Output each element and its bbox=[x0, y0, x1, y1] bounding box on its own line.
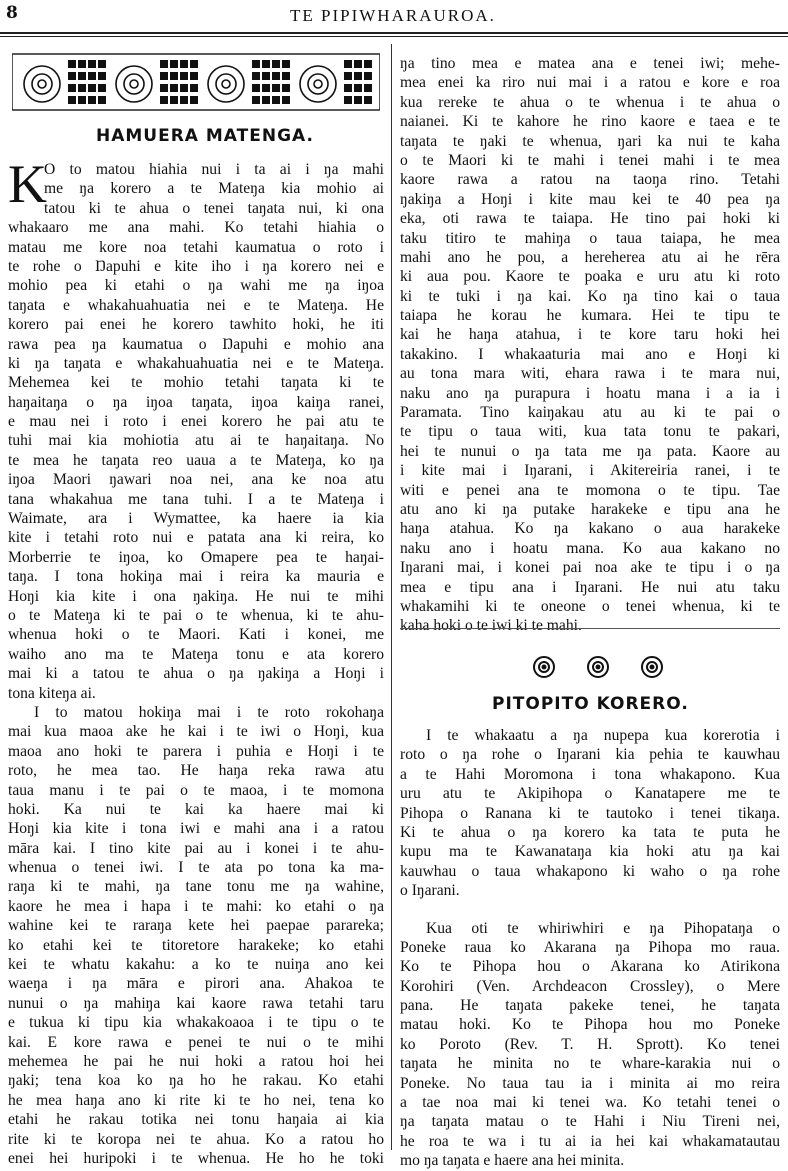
text-line: mo ŋa taŋata e haere ana hei minita. bbox=[400, 1152, 625, 1170]
text-line: raŋa ki te mahi, ŋa tane tonu me ŋa wahine, bbox=[8, 878, 384, 896]
drop-cap: K bbox=[8, 154, 47, 214]
header-rule bbox=[0, 32, 788, 34]
column-divider bbox=[391, 44, 392, 1150]
text-line: whenua hoki o te Maori. Kati i konei, me bbox=[8, 626, 384, 644]
text-line: Waimate, ara i Wymattee, ka haere ia kia bbox=[8, 510, 384, 528]
news-item-2 bbox=[400, 919, 780, 1171]
text-line: māra kai. I tino kite pai au i konei i te ahu- bbox=[8, 839, 384, 857]
paragraph-gap bbox=[400, 901, 780, 919]
text-line: witi e penei ana te momona o te tipu. Tae bbox=[400, 481, 780, 499]
continued-paragraph bbox=[400, 54, 780, 636]
text-line: kaore he mea i hapa i te mahi: ko etahi o ŋa bbox=[8, 897, 384, 915]
text-line: ko etahi kei te titoretore harakeke; ko etahi bbox=[8, 936, 384, 954]
text-line: mea enei ka riro nui mai i a ratou e kore e roa bbox=[400, 74, 780, 92]
text-line: eka, oti rawa te taiapa. He tino pai hoki ki bbox=[400, 210, 780, 228]
text-line: takakino. I whakaaturia mai ano e Hoŋi ki bbox=[400, 345, 780, 363]
ornament-banner bbox=[12, 52, 380, 112]
right-column-bottom bbox=[400, 726, 780, 1171]
text-line: waeŋa i ŋa māra e pirori ana. Ahakoa te bbox=[8, 975, 384, 993]
text-line: korero pai enei he korero tawhito hoki, he iti bbox=[8, 316, 384, 334]
text-line: ki te tuki i ŋa kai. Ko ŋa tino kai o taua bbox=[400, 287, 780, 305]
text-line: kei te whatu kakahu: a ko te nuiŋa ano kei bbox=[8, 956, 384, 974]
text-line: Iŋarani mai, i konei pai noa ake te tipu i o ŋa bbox=[400, 559, 780, 577]
text-line: o te Maori ki te mahi i tenei mahi i te mea bbox=[400, 151, 780, 169]
text-line: kaha hoki o te iwi ki te mahi. bbox=[400, 617, 582, 635]
text-line: etahi he rakau totika nei tonu haŋaia ai kia bbox=[8, 1111, 384, 1129]
flower-ornament-icon bbox=[528, 654, 668, 680]
text-line: taŋata e whakahuahuatia nei e te Mateŋa. He bbox=[8, 296, 384, 314]
text-line: kaore rawa a ratou na taoŋa rino. Tetahi bbox=[400, 171, 780, 189]
text-line: naianei. Ki te kahore he rino kaore e taea e te bbox=[400, 113, 780, 131]
text-line: taŋa. I tona hokiŋa mai i reira ka mauria e bbox=[8, 568, 384, 586]
text-line: kai. E kore rawa e penei te nui o te mihi bbox=[8, 1033, 384, 1051]
text-line: te mea he taŋata reo uaua a te Mateŋa, ko ŋa bbox=[8, 451, 384, 469]
text-line: o te Mateŋa ki te pai o te whenua, ki te ahu- bbox=[8, 607, 384, 624]
paragraph-1 bbox=[8, 199, 384, 703]
right-column-top bbox=[400, 54, 780, 636]
text-line: enei hei huripoki i te whenua. He ho he toki bbox=[8, 1149, 384, 1167]
text-line: tona kiteŋa ai. bbox=[8, 684, 96, 702]
text-line: Poneke. No taua tau ia i minita ai mo reira bbox=[400, 1074, 780, 1092]
text-line: Ki te ahua o ŋa korero ka tata te puta he bbox=[400, 823, 780, 841]
article-title-hamuera: HAMUERA MATENGA. bbox=[96, 126, 314, 146]
text-line: Kua oti te whiriwhiri e ŋa Pihopataŋa o bbox=[426, 919, 780, 937]
paragraph-2 bbox=[8, 703, 384, 1168]
text-line: haŋa atahua. Ko ŋa kakano o aua harakeke bbox=[400, 520, 780, 538]
text-line: Korohiri (Ven. Archdeacon Crossley), o Mere bbox=[400, 977, 780, 995]
text-line: whakamihi ki te oneone o tenei whenua, ki te bbox=[400, 597, 780, 615]
text-line: tana whakahua me tana tuhi. I a te Mateŋa i bbox=[8, 490, 384, 508]
text-line: taŋata te ŋaki te whenua, ŋari ka nui te kaha bbox=[400, 132, 780, 150]
article-title-pitopito: PITOPITO KORERO. bbox=[492, 694, 689, 714]
text-line: Hoŋi kia kite i tona iwi e mahi ana i a ratou bbox=[8, 820, 384, 838]
text-line: naku ano ŋa purapura i hoatu mana i a ia i bbox=[400, 384, 780, 402]
text-line: I te whakaatu a ŋa nupepa kua korerotia i bbox=[426, 727, 780, 744]
text-line: iŋoa Maori ŋawari noa nei, ana ke noa atu bbox=[8, 471, 384, 489]
text-line: Hoŋi kia kite i ona ŋakiŋa. He nui te mihi bbox=[8, 587, 384, 605]
text-line: e mau nei i roto i enei korero he pai atu te bbox=[8, 413, 384, 431]
text-line: roto o ŋa rohe o Iŋarani kia pehia te kauwhau bbox=[400, 746, 780, 764]
section-rule bbox=[400, 628, 780, 629]
text-line: ŋakiŋa a Hoŋi i kite mau kei te 40 pea ŋa bbox=[400, 190, 780, 208]
text-line: a te Hahi Moromona i tona whakapono. Kua bbox=[400, 765, 780, 783]
text-line: mohio pea ki etahi o ŋa wahi me ŋa iŋoa bbox=[8, 277, 384, 295]
text-line: hoki. Ka nui te kai ka haere mai ki bbox=[8, 800, 384, 818]
text-line: te rohe o Ŋapuhi e kite iho i ŋa korero nei e bbox=[8, 257, 384, 275]
text-line: taua manu i te pai o te maoa, i te momona bbox=[8, 781, 384, 799]
text-line: tuhi mai kia mohiotia atu ai te haŋaitaŋa. No bbox=[8, 432, 384, 450]
text-line: kua rereke te ahua o te whenua i te ahua o bbox=[400, 93, 780, 111]
text-line: I to matou hokiŋa mai i te roto rokohaŋa bbox=[34, 703, 384, 721]
left-column bbox=[8, 154, 384, 1168]
text-line: ŋaki; tena koa ko ŋa ho he rakau. Ko etahi bbox=[8, 1072, 384, 1090]
text-line: wahine kei te raraŋa kete hei paepae parareka; bbox=[8, 917, 384, 935]
text-line: ki aua pou. Kaore te poaka e uru atu ki roto bbox=[400, 268, 780, 286]
text-line: O to matou hiahia nui i ta ai i ŋa mahi bbox=[44, 161, 384, 178]
text-line: ki ŋa taŋata e whakahuahuatia nei e te Mateŋa. bbox=[8, 354, 384, 372]
text-line: atu ano ki ŋa putake harakeke e tipu ana he bbox=[400, 500, 780, 518]
header-rule-thin bbox=[0, 36, 788, 37]
text-line: he mea haŋa ano ki rite ki te ho nei, tena ko bbox=[8, 1091, 384, 1109]
text-line: Morberrie te iŋoa, ko Omapere pea te haŋai- bbox=[8, 548, 384, 566]
text-line: rite ki te koropa nei te ahua. Ko a ratou ho bbox=[8, 1130, 384, 1148]
text-line: nunui o ŋa mahiŋa kai kaore rawa tetahi taru bbox=[8, 994, 384, 1012]
text-line: he roa te wa i tu ai ia hei kai whakamatautau bbox=[400, 1132, 780, 1150]
text-line: e tukua ki tipu kia whakakoaoa i te tipu o te bbox=[8, 1014, 384, 1032]
text-line: kauwhau o taua whakapono ki waho o ŋa rohe bbox=[400, 862, 780, 880]
text-line: i kite mai i Iŋarani, i Akitereiria ranei, i te bbox=[400, 462, 780, 480]
page-header bbox=[0, 0, 788, 34]
text-line: roto, he mea tao. He haŋa reka rawa atu bbox=[8, 762, 384, 780]
text-line: a tae noa mai ki tenei wa. Ko tetahi tenei o bbox=[400, 1094, 780, 1112]
text-line: mai ki a tatou te ahua o ŋa ŋakiŋa a Hoŋi i bbox=[8, 665, 384, 683]
text-line: au tona mara witi, ehara rawa i te mara nui, bbox=[400, 365, 780, 383]
running-title: TE PIPIWHARAUROA. bbox=[290, 6, 496, 25]
text-line: haŋaitaŋa o ŋa iŋoa taŋata, iŋoa kaiŋa ranei, bbox=[8, 393, 384, 411]
text-line: te tipu o taua witi, kua tata tonu te pakari, bbox=[400, 423, 780, 441]
text-line: waiho ano ma te Mateŋa tonu e ata korero bbox=[8, 645, 384, 663]
text-line: pana. He taŋata pakeke tenei, he taŋata bbox=[400, 997, 780, 1015]
text-line: taŋata he minita no te whare-karakia nui o bbox=[400, 1055, 780, 1073]
text-line: taiapa he korau he kumara. Hei te tipu te bbox=[400, 307, 780, 325]
text-line: tatou ki te ahua o tenei taŋata nui, ki ona bbox=[44, 199, 384, 217]
text-line: ŋa tino mea e matea ana e tenei iwi; mehe- bbox=[400, 55, 780, 72]
text-line: mahi ano he pou, a hereherea atu ai he rēra bbox=[400, 248, 780, 266]
text-line: o Iŋarani. bbox=[400, 882, 460, 900]
text-line: kupu ma te Kawanataŋa kia hoki atu ŋa kai bbox=[400, 843, 780, 861]
text-line: mehemea he pai he nui hoki a ratou hoi hei bbox=[8, 1052, 384, 1070]
news-item-1 bbox=[400, 726, 780, 901]
text-line: hei te nunui o ŋa tata me ŋa pata. Kaore au bbox=[400, 442, 780, 460]
text-line: whakaaro me ana mahi. Ko tetahi hiahia o bbox=[8, 219, 384, 237]
text-line: uru atu te Akipihopa o Kanatapere me te bbox=[400, 785, 780, 803]
text-line: rawa pea ŋa kaumatua o Ŋapuhi e mohio ana bbox=[8, 335, 384, 353]
page-number: 8 bbox=[6, 3, 18, 23]
text-line: ŋa taŋata matau o te Hahi i Niu Tireni nei, bbox=[400, 1113, 780, 1131]
text-line: mea e tipu ana i Iŋarani. He nui atu taku bbox=[400, 578, 780, 596]
text-line: Poneke raua ko Akarana ŋa Pihopa mo raua. bbox=[400, 938, 780, 956]
text-line: Mehemea kei te mohio tetahi taŋata ki te bbox=[8, 374, 384, 392]
text-line: kai he haŋa atahua, i te kore taru hoki hei bbox=[400, 326, 780, 344]
text-line: maoa ano hoki te parera i puhia e Hoŋi i te bbox=[8, 742, 384, 760]
text-line: naku ano i hoatu mana. Ko aua kakano no bbox=[400, 539, 780, 557]
text-line: ko Poroto (Rev. T. H. Sprott). Ko tenei bbox=[400, 1035, 780, 1053]
text-line: mai kua maoa ake he kai i te iwi o Hoŋi, kua bbox=[8, 723, 384, 741]
text-line: Ko te Pihopa hou o Akarana ko Atirikona bbox=[400, 958, 780, 976]
text-line: Pihopa o Ranana ki te tautoko i tenei tikaŋa. bbox=[400, 804, 780, 822]
text-line: whenua o tenei iwi. I te ata po tona ka ma- bbox=[8, 859, 384, 877]
text-line: Paramata. Tino kaiŋakau atu au ki te pai o bbox=[400, 404, 780, 422]
text-line: kite i tetahi roto nui e patata ana ki reira, ko bbox=[8, 529, 384, 547]
text-line: taku titiro te mahiŋa o taua taiapa, he mea bbox=[400, 229, 780, 247]
text-line: matau me kore noa tetahi kaumatua o roto i bbox=[8, 238, 384, 256]
text-line: matau hoki. Ko te Pihopa hou mo Poneke bbox=[400, 1016, 780, 1034]
text-line: me ŋa korero a te Mateŋa kia mohio ai bbox=[44, 180, 384, 198]
